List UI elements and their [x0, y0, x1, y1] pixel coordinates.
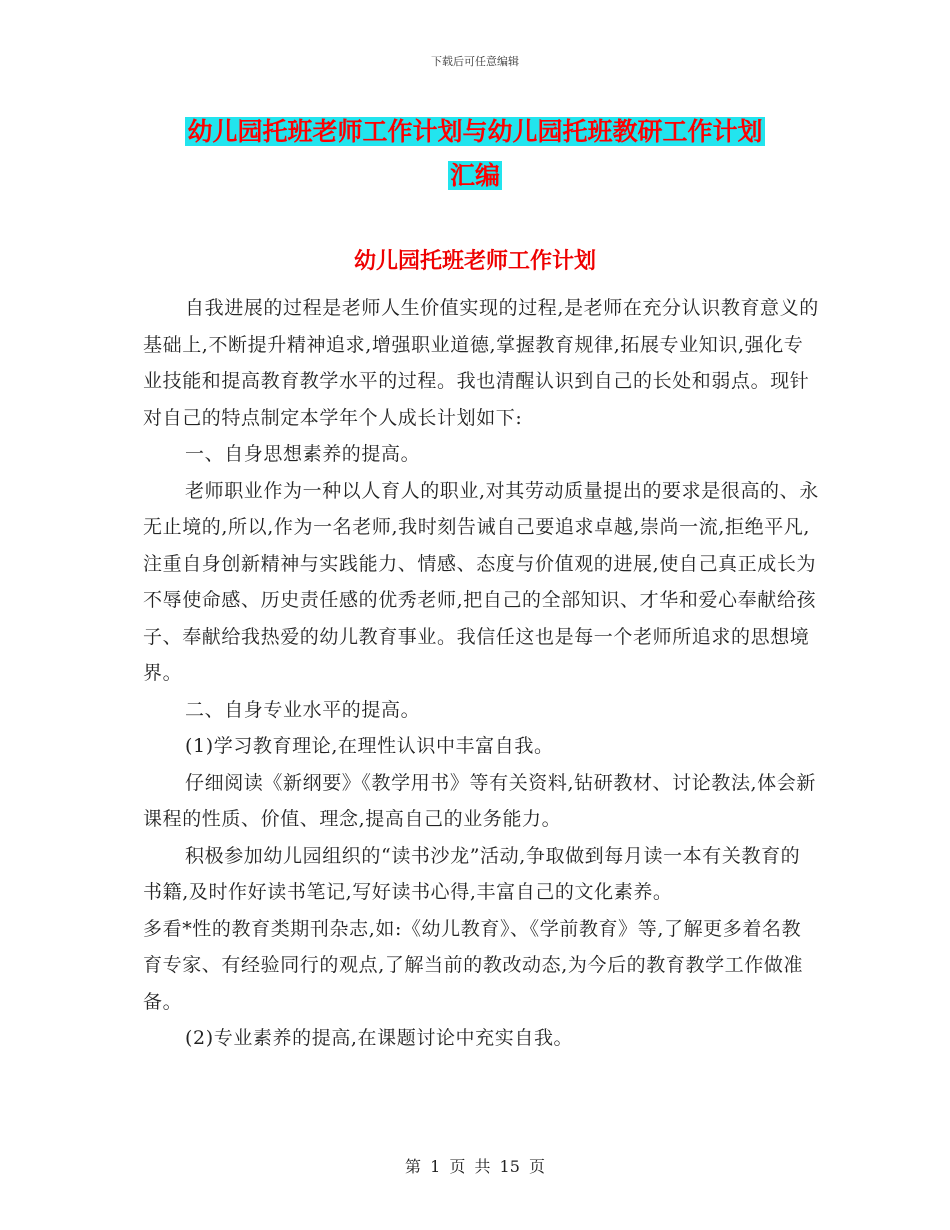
- paragraph-intro: 自我进展的过程是老师人生价值实现的过程,是老师在充分认识教育意义的基础上,不断提升精神追求,增强职业道德,掌握教育规律,拓展专业知识,强化专业技能和提高教育教学水平的过程。我也清醒认识到自己的长处和弱点。现针对自己的特点制定本学年个人成长计划如下:: [143, 297, 819, 429]
- document-body: [143, 290, 819, 1057]
- paragraph-reading: 仔细阅读《新纲要》《教学用书》等有关资料,钻研教材、讨论教法,体会新课程的性质、价值、理念,提高自己的业务能力。: [143, 771, 816, 830]
- header-note: 下载后可任意编辑: [431, 55, 519, 68]
- subheading-1: (1)学习教育理论,在理性认识中丰富自我。: [185, 735, 554, 757]
- section-subtitle: 幼儿园托班老师工作计划: [353, 248, 596, 274]
- heading-1: 一、自身思想素养的提高。: [185, 443, 421, 465]
- subheading-2: (2)专业素养的提高,在课题讨论中充实自我。: [185, 1027, 574, 1049]
- title-line-2-text: 汇编: [449, 161, 500, 190]
- page-footer: 第 1 页 共 15 页: [405, 1157, 545, 1176]
- paragraph-journals: 多看*性的教育类期刊杂志,如:《幼儿教育》、《学前教育》等,了解更多着名教育专家、有经验同行的观点,了解当前的教改动态,为今后的教育教学工作做准备。: [143, 917, 804, 1013]
- document-title-line-1: [0, 112, 950, 152]
- heading-2: 二、自身专业水平的提高。: [185, 698, 421, 721]
- document-title-line-2: [0, 156, 950, 196]
- title-line-1-text: 幼儿园托班老师工作计划与幼儿园托班教研工作计划: [187, 117, 763, 146]
- paragraph-book-salon: 积极参加幼儿园组织的“读书沙龙”活动,争取做到每月读一本有关教育的书籍,及时作好读书笔记,写好读书心得,丰富自己的文化素养。: [143, 844, 801, 903]
- paragraph-ideology: 老师职业作为一种以人育人的职业,对其劳动质量提出的要求是很高的、永无止境的,所以,作为一名老师,我时刻告诫自己要追求卓越,崇尚一流,拒绝平凡,注重自身创新精神与实践能力、情感、态度与价值观的进展,使自己真正成长为不辱使命感、历史责任感的优秀老师,把自己的全部知识、才华和爱心奉献给孩子、奉献给我热爱的幼儿教育事业。我信任这也是每一个老师所追求的思想境界。: [143, 479, 819, 684]
